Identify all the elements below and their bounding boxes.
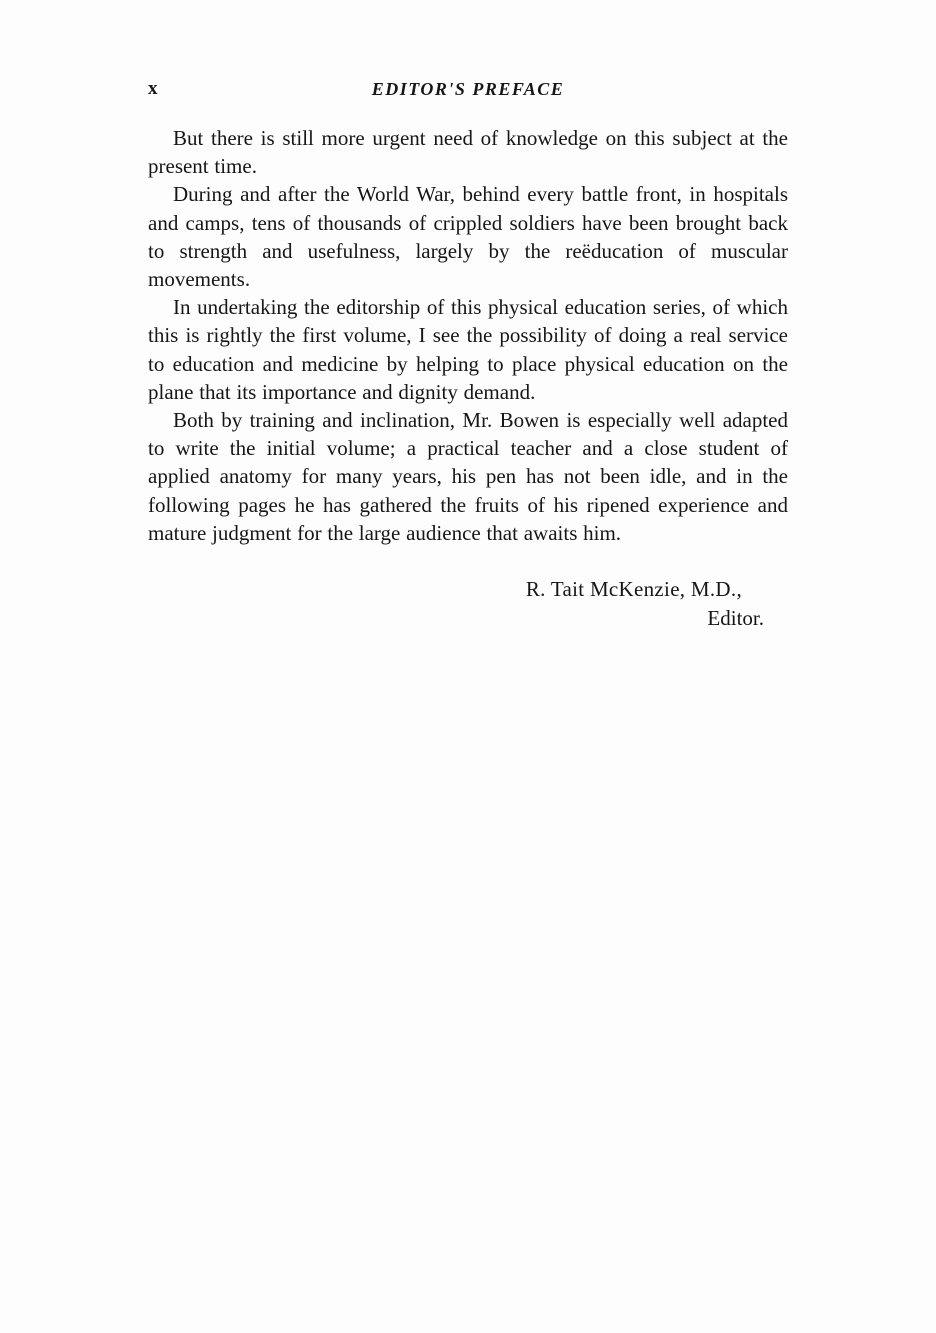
signature-role: Editor. xyxy=(707,606,764,630)
signature-name: R. Tait McKenzie, M.D., xyxy=(525,577,742,601)
paragraph: But there is still more urgent need of knowledge on this subject at the present time. xyxy=(148,126,788,179)
preface-body xyxy=(148,124,788,547)
paragraph: Both by training and inclination, Mr. Bowen is especially well adapted to write the initial volume; a practical teacher and a close student of applied anatomy for many years, his pen has not been idle, and in the following pages he has gathered the fruits of his ripened experience and mature judgment for the large audience that awaits him. xyxy=(148,408,788,545)
running-title: EDITOR'S PREFACE xyxy=(371,79,565,99)
page-number: x xyxy=(148,78,158,99)
paragraph: During and after the World War, behind every battle front, in hospitals and camps, tens of thousands of crippled soldiers have been brought back to strength and usefulness, largely by the reëducation of muscular movements. xyxy=(148,182,788,292)
running-head xyxy=(148,74,788,104)
paragraph: In undertaking the editorship of this physical education series, of which this is rightly the first volume, I see the possibility of doing a real service to education and medicine by helping to place physical education on the plane that its importance and dignity demand. xyxy=(148,295,788,404)
